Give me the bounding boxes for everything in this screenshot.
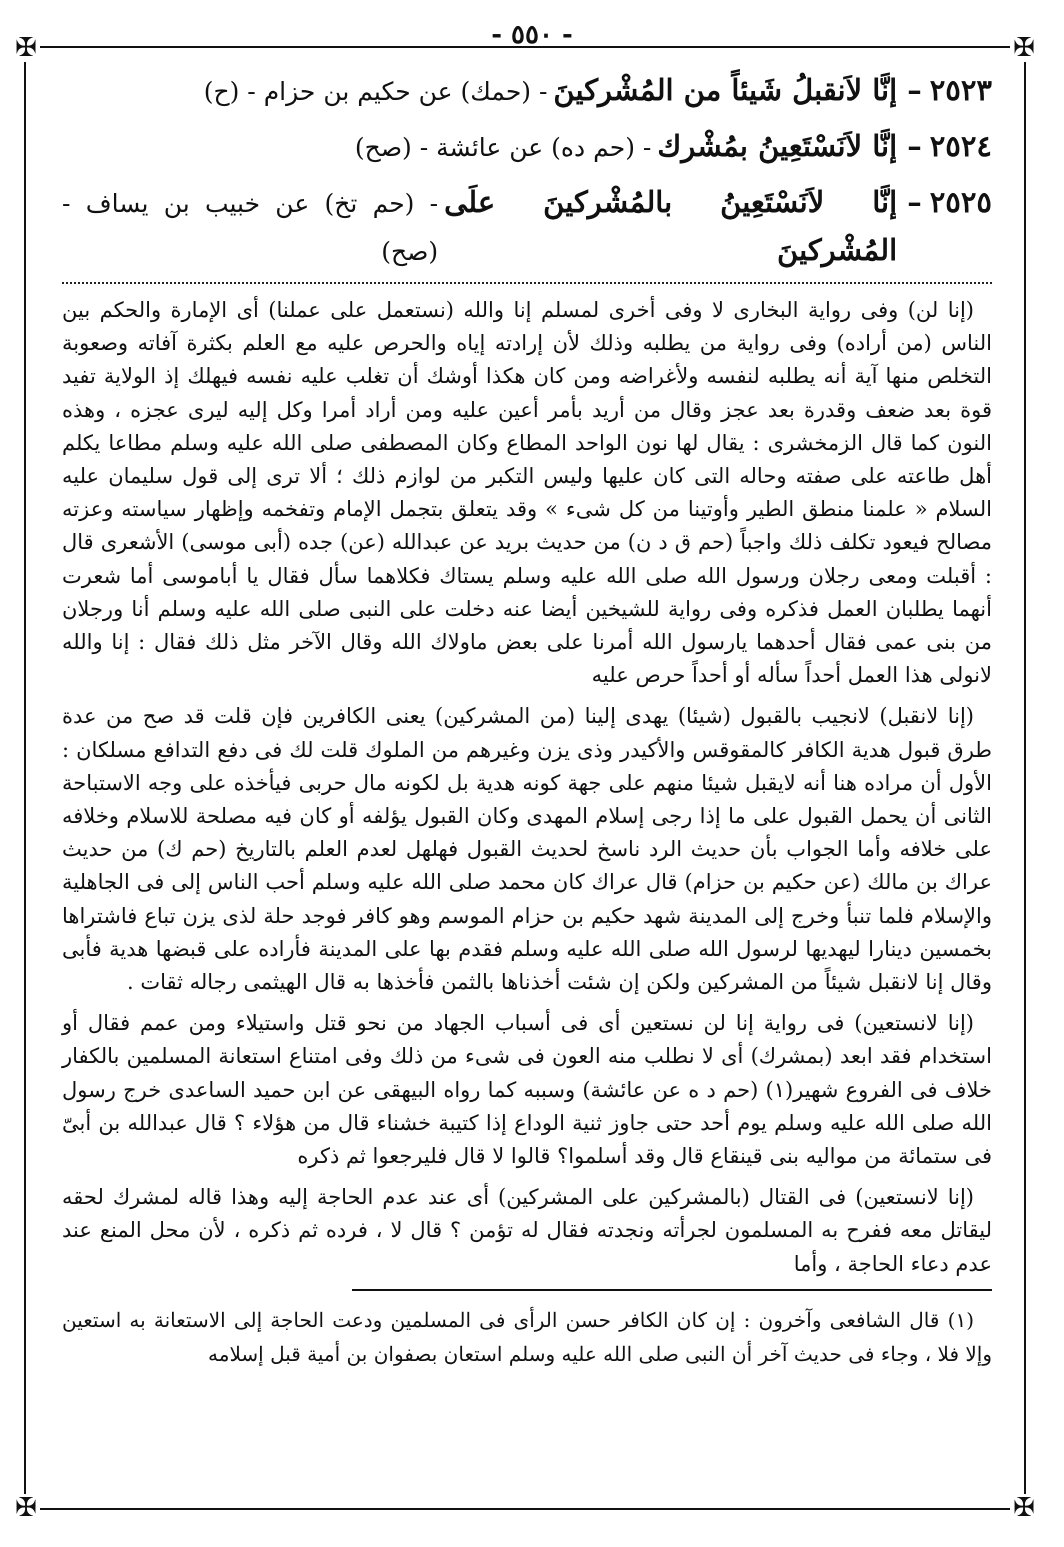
commentary-paragraph: (إنا لانستعين) فى رواية إنا لن نستعين أى فى أسباب الجهاد من نحو قتل واستيلاء ومن عمم فقال أو استخدام فقد ابعد (بمشرك) أى لا نطلب منه العون فى شىء من ذلك وفى امتناع استعانة المسلمين بالكفار خلاف فى الفروع شهير(١) (حم د ه عن عائشة) وسببه كما رواه البيهقى عن ابن حميد الساعدى خرج رسول الله صلى الله عليه وسلم يوم أحد حتى جاوز ثنية الوداع إذا كتيبة خشناء قال من هؤلاء ؟ قال عبدالله بن أبىّ فى ستمائة من مواليه بنى قينقاع قال وقد أسلموا؟ قالوا لا قال فليرجعوا ثم ذكره: [62, 1011, 992, 1169]
hadith-number: ٢٥٢٤: [929, 129, 992, 163]
hadith-text: إنَّا لاَنَسْتَعِينُ بمُشْرك: [657, 129, 898, 163]
hadith-list: [62, 66, 992, 276]
commentary-paragraph: (إنا لانستعين) فى القتال (بالمشركين على المشركين) أى عند عدم الحاجة إليه وهذا قاله لمشرك لحقه ليقاتل معه ففرح به المسلمون لجرأته ونجدته فقال له تؤمن ؟ قال لا ، فرده ثم ذكره ، لأن محل المنع عند عدم دعاء الحاجة ، وأما: [62, 1185, 992, 1276]
page-content: [62, 60, 992, 1371]
dotted-divider: [62, 282, 992, 284]
hadith-source: - (حمك) عن حكيم بن حزام - (ح): [203, 77, 548, 106]
commentary-paragraph: (إنا لن) وفى رواية البخارى لا وفى أخرى لمسلم إنا والله (نستعمل على عملنا) أى الإمارة والحكم بين الناس (من أراده) وفى رواية من يطلبه وذلك لأن إرادته إياه والحرص عليه مع العلم بكثرة آفاته وصعوبة التخلص منها آية أنه يطلبه لنفسه ولأغراضه ومن كان هكذا أوشك أن تغلب عليه نفسه فيهلك إذ الولاية تفيد قوة بعد ضعف وقدرة بعد عجز وقال من أريد بأمر أعين عليه ومن أراد أمرا وكل إليه ليرى عجزه ، وهذه النون كما قال الزمخشرى : يقال لها نون الواحد المطاع وكان المصطفى صلى الله عليه وسلم مطاعا يكلم أهل طاعته على صفته وحاله التى كان عليها وليس التكبر من لوازم ذلك ؛ ألا ترى إلى قول سليمان عليه السلام « علمنا منطق الطير وأوتينا من كل شىء » وقد يتعلق بتجمل الإمام وتفخمه وإظهار سياسته وعزته مصالح فيعود تكلف ذلك واجباً (حم ق د ن) من حديث بريد عن عبدالله (عن) جده (أبى موسى) الأشعرى قال : أقبلت ومعى رجلان ورسول الله صلى الله عليه وسلم يستاك فكلاهما سأل فقال يا أباموسى أما شعرت أنهما يطلبان العمل فذكره وفى رواية للشيخين أيضا عنه دخلت على النبى صلى الله عليه وسلم أنا ورجلان من بنى عمى فقال أحدهما يارسول الله أمرنا على بعض ماولاك الله وقال الآخر مثل ذلك فقال : إنا والله لانولى هذا العمل أحداً سأله أو أحداً حرص عليه: [62, 298, 992, 688]
hadith-text: إنَّا لاَنقبلُ شَيئاً من المُشْركينَ: [553, 73, 898, 107]
hadith-source: - (حم تخ) عن خبيب بن يساف - (صح): [62, 189, 439, 266]
hadith-entry: ٢٥٢٣ – إنَّا لاَنقبلُ شَيئاً من المُشْركينَ - (حمك) عن حكيم بن حزام - (ح): [62, 66, 992, 116]
commentary-paragraph: (إنا لانقبل) لانجيب بالقبول (شيئا) يهدى إلينا (من المشركين) يعنى الكافرين فإن قلت قد صح من عدة طرق قبول هدية الكافر كالمقوقس والأكيدر وذى يزن وغيرهم من الملوك قلت لك فى دفع التدافع مسلكان : الأول أن مراده هنا أنه لايقبل شيئا منهم على جهة كونه هدية بل لكونه مال حربى فيأخذه على وجه الاستباحة الثانى أن يحمل القبول على ما إذا رجى إسلام المهدى وكان القبول يؤلفه أو كان فيه مصلحة للاسلام وخلافه على خلافه وأما الجواب بأن حديث الرد ناسخ لحديث القبول فهلهل لعدم العلم بالتاريخ (حم ك) من حديث عراك بن مالك (عن حكيم بن حزام) قال عراك كان محمد صلى الله عليه وسلم أحب الناس إلى فى الجاهلية والإسلام فلما تنبأ وخرج إلى المدينة شهد حكيم بن حزام الموسم وهو كافر فوجد حلة لذى يزن تباع فاشتراها بخمسين دينارا ليهديها لرسول الله صلى الله عليه وسلم فقدم بها على المدينة فأراده على قبضها هدية فأبى وقال إنا لانقبل شيئاً من المشركين ولكن إن شئت أخذناها بالثمن فأخذها به قال الهيثمى رجاله ثقات .: [62, 704, 992, 995]
footnote-divider: [352, 1289, 992, 1291]
footnote: (١) قال الشافعى وآخرون : إن كان الكافر حسن الرأى فى المسلمين ودعت الحاجة إلى الاستعانة به استعين وإلا فلا ، وجاء فى حديث آخر أن النبى صلى الله عليه وسلم استعان بصفوان بن أمية قبل إسلامه: [62, 1307, 992, 1366]
corner-ornament-icon: ✠: [1010, 1494, 1038, 1522]
corner-ornament-icon: ✠: [1010, 34, 1038, 62]
hadith-number: ٢٥٢٥: [929, 185, 992, 219]
page-number: - ٥٥٠ -: [491, 20, 573, 50]
hadith-entry: ٢٥٢٥ – إنَّا لاَنَسْتَعِينُ بالمُشْركينَ علَى المُشْركينَ - (حم تخ) عن خبيب بن يساف - (صح): [62, 178, 992, 276]
commentary: [62, 294, 992, 1281]
hadith-source: - (حم ده) عن عائشة - (صح): [354, 133, 652, 162]
hadith-text: إنَّا لاَنَسْتَعِينُ بالمُشْركينَ علَى المُشْركينَ: [444, 185, 898, 267]
hadith-entry: ٢٥٢٤ – إنَّا لاَنَسْتَعِينُ بمُشْرك - (حم ده) عن عائشة - (صح): [62, 122, 992, 172]
corner-ornament-icon: ✠: [12, 34, 40, 62]
corner-ornament-icon: ✠: [12, 1494, 40, 1522]
hadith-number: ٢٥٢٣: [929, 73, 992, 107]
